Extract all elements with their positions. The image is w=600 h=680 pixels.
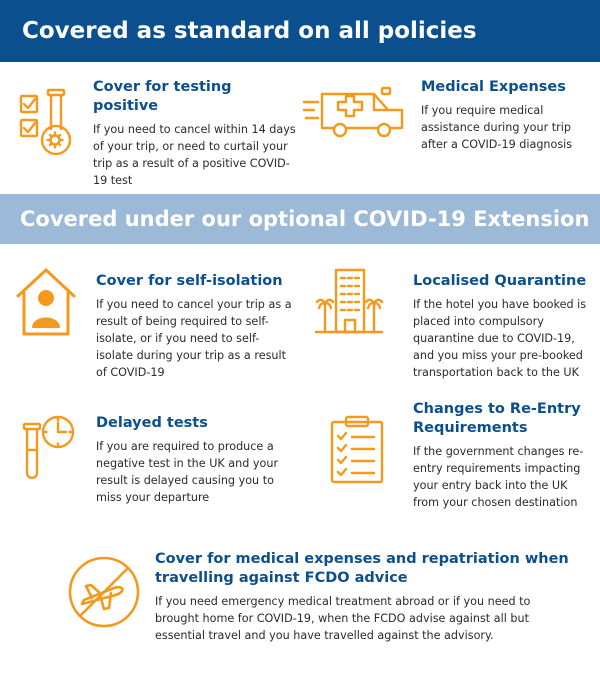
fcdo-advice-block xyxy=(155,550,575,644)
hotel-icon xyxy=(314,266,384,336)
re-entry-title: Changes to Re-Entry Requirements xyxy=(413,401,581,436)
optional-extension-heading: Covered under our optional COVID-19 Extension xyxy=(20,207,590,231)
standard-cover-heading: Covered as standard on all policies xyxy=(22,18,477,44)
testing-positive-title: Cover for testing positive xyxy=(93,79,232,114)
clipboard-checklist-icon xyxy=(328,414,386,486)
ambulance-icon xyxy=(302,86,410,138)
localised-quarantine-description: If the hotel you have booked is placed into compulsory quarantine due to COVID-19, and you miss your pre-booked transportation back to the UK xyxy=(413,298,587,379)
self-isolation-block xyxy=(96,272,296,381)
delayed-tests-title: Delayed tests xyxy=(96,415,208,431)
self-isolation-description: If you need to cancel your trip as a result of being required to self-isolate, or if you need to self-isolate during your trip as a result of COVID-19 xyxy=(96,298,292,379)
fcdo-advice-title: Cover for medical expenses and repatriation when travelling against FCDO advice xyxy=(155,551,569,586)
optional-extension-banner xyxy=(0,194,600,244)
fcdo-advice-description: If you need emergency medical treatment abroad or if you need to brought home for COVID-19, when the FCDO advise against all but essential travel and you have travelled against the advisory. xyxy=(155,595,531,642)
self-isolation-title: Cover for self-isolation xyxy=(96,273,283,289)
localised-quarantine-block xyxy=(413,272,593,381)
re-entry-block xyxy=(413,400,593,511)
test-tube-clock-icon xyxy=(18,414,82,486)
delayed-tests-description: If you are required to produce a negative test in the UK and your result is delayed causing you to miss your departure xyxy=(96,440,279,504)
testing-positive-description: If you need to cancel within 14 days of your trip, or need to curtail your trip as a result of a positive COVID-19 test xyxy=(93,123,296,187)
testing-positive-block xyxy=(93,78,298,189)
standard-cover-banner xyxy=(0,0,600,62)
medical-expenses-description: If you require medical assistance during your trip after a COVID-19 diagnosis xyxy=(421,104,573,151)
test-tube-checklist-icon xyxy=(18,88,80,158)
house-person-icon xyxy=(14,266,78,338)
no-flight-icon xyxy=(66,554,142,630)
medical-expenses-block xyxy=(421,78,591,153)
medical-expenses-title: Medical Expenses xyxy=(421,79,566,95)
re-entry-description: If the government changes re-entry requirements impacting your entry back into the UK from your chosen destination xyxy=(413,445,584,509)
delayed-tests-block xyxy=(96,414,296,506)
localised-quarantine-title: Localised Quarantine xyxy=(413,273,587,289)
